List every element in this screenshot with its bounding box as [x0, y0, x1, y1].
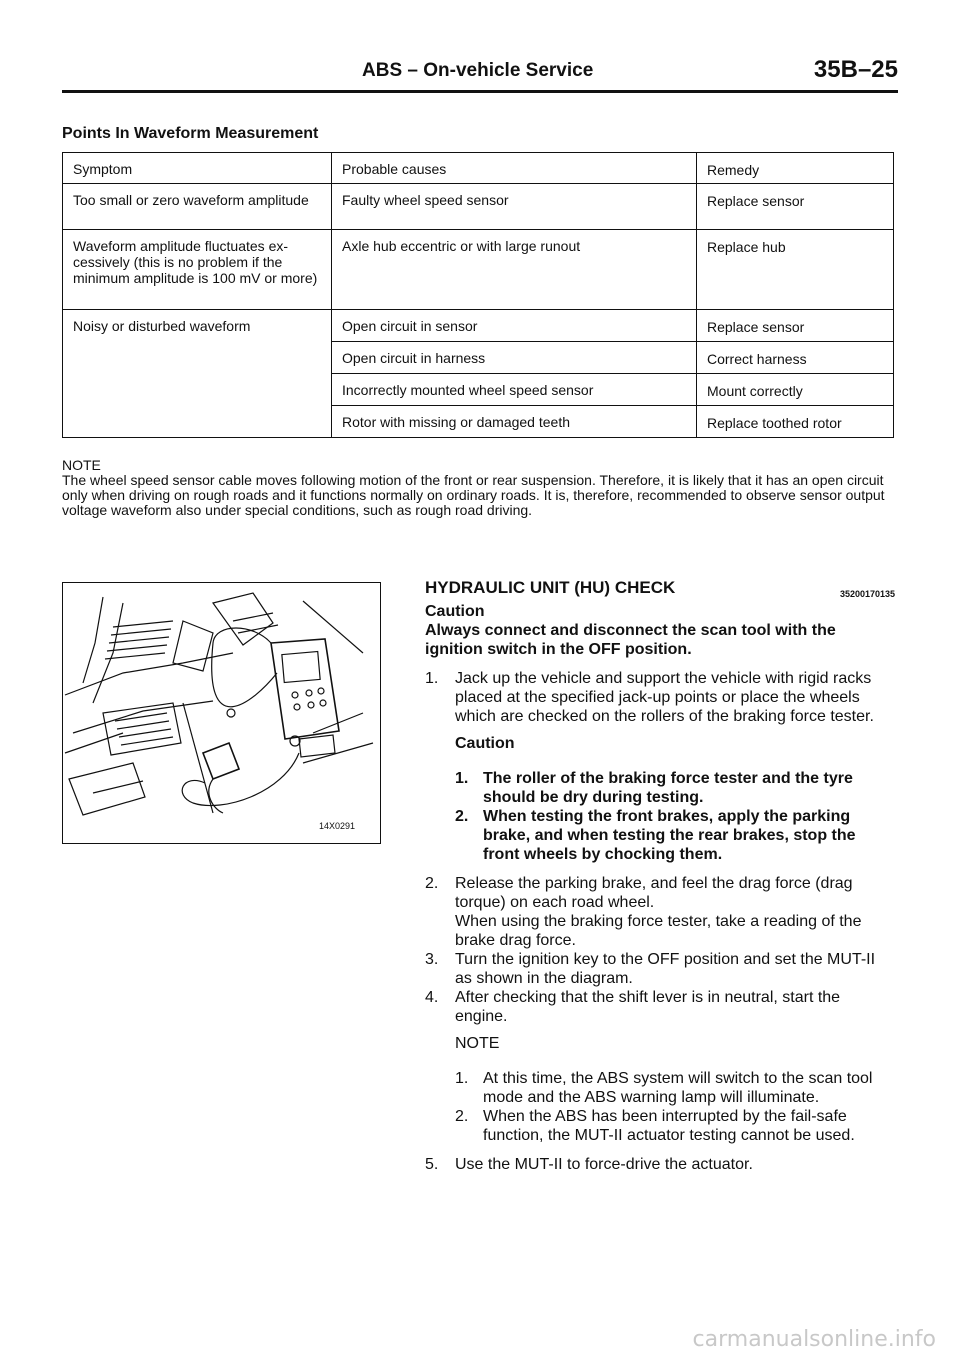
header-symptom: Symptom [63, 153, 332, 184]
step-text: Release the parking brake, and feel the drag force (drag torque) on each road wheel. [455, 875, 853, 911]
symptom-cell: Too small or zero waveform amplitude [63, 184, 332, 230]
step-2 [415, 874, 895, 950]
watermark: carmanualsonline.info [692, 1327, 936, 1352]
note-block [62, 458, 896, 518]
figure-code: 14X0291 [319, 821, 356, 831]
step-3 [415, 950, 895, 988]
header-causes: Probable causes [332, 153, 697, 184]
cause-cell: Open circuit in harness [332, 342, 697, 374]
step-number: 4. [425, 989, 439, 1006]
hu-code: 35200170135 [839, 589, 895, 599]
cause-cell: Open circuit in sensor [332, 310, 697, 342]
step-number: 3. [425, 951, 439, 968]
page-header [62, 56, 898, 88]
header-remedy: Remedy [697, 153, 894, 184]
step-5 [415, 1155, 895, 1174]
step-text: After checking that the shift lever is in neutral, start the engine. [455, 989, 841, 1025]
note2-number: 2. [455, 1108, 469, 1125]
hu-check-section [415, 578, 895, 1174]
cause-cell: Faulty wheel speed sensor [332, 184, 697, 230]
remedy-cell: Replace sensor [697, 310, 894, 342]
caution2-text: The roller of the braking force tester and the tyre should be dry during testing. [483, 770, 853, 806]
note2-text: At this time, the ABS system will switch to the scan tool mode and the ABS warning lamp will illuminate. [483, 1070, 873, 1106]
caution2-number: 2. [455, 808, 469, 825]
remedy-cell: Correct harness [697, 342, 894, 374]
table-header-row [63, 153, 894, 184]
table-row [63, 230, 894, 310]
step-4 [415, 988, 895, 1026]
section-title: Points In Waveform Measurement [62, 125, 319, 142]
note-label: NOTE [62, 457, 101, 473]
step-extra: When using the braking force tester, take a reading of the brake drag force. [455, 913, 862, 949]
symptom-cell: Waveform amplitude fluctuates ex-cessively (this is no problem if the minimum amplitude is 100 mV or more) [63, 230, 332, 310]
table-row [63, 310, 894, 342]
remedy-cell: Replace sensor [697, 184, 894, 230]
header-rule [62, 90, 898, 93]
step-number: 5. [425, 1156, 439, 1173]
note2-item [415, 1107, 895, 1145]
note-text: The wheel speed sensor cable moves following motion of the front or rear suspension. Therefore, it is likely that it has an open circuit only when driving on rough roads and it functions normally on ordinary roads. It is, therefore, recommended to observe sensor output voltage waveform also under special conditions, such as rough road driving. [62, 472, 885, 518]
caution-label: Caution [425, 603, 485, 620]
step-text: Use the MUT-II to force-drive the actuator. [455, 1156, 753, 1173]
remedy-cell: Replace hub [697, 230, 894, 310]
caution2-text: When testing the front brakes, apply the parking brake, and when testing the rear brakes, stop the front wheels by chocking them. [483, 808, 856, 863]
remedy-cell: Replace toothed rotor [697, 406, 894, 438]
note2-item [415, 1069, 895, 1107]
caution2-number: 1. [455, 770, 469, 787]
caution2-item [415, 807, 895, 864]
cause-cell: Incorrectly mounted wheel speed sensor [332, 374, 697, 406]
table-row [63, 184, 894, 230]
step-text: Jack up the vehicle and support the vehicle with rigid racks placed at the specified jack-up points or place the wheels which are checked on the rollers of the braking force tester. [455, 670, 874, 725]
hu-title: HYDRAULIC UNIT (HU) CHECK [425, 578, 676, 597]
note2-label: NOTE [455, 1035, 500, 1052]
scan-tool-illustration [63, 583, 380, 843]
cause-cell: Axle hub eccentric or with large runout [332, 230, 697, 310]
caution-text: Always connect and disconnect the scan tool with the ignition switch in the OFF position. [425, 622, 836, 658]
note2-number: 1. [455, 1070, 469, 1087]
caution2-label: Caution [455, 735, 515, 752]
header-title: ABS – On-vehicle Service [362, 60, 594, 81]
step-1 [415, 669, 895, 726]
hu-heading [415, 578, 895, 600]
note2-text: When the ABS has been interrupted by the fail-safe function, the MUT-II actuator testing cannot be used. [483, 1108, 855, 1144]
step-number: 2. [425, 875, 439, 892]
step-number: 1. [425, 670, 439, 687]
page-number: 35B–25 [813, 56, 898, 83]
remedy-cell: Mount correctly [697, 374, 894, 406]
waveform-table [62, 152, 894, 438]
step-text: Turn the ignition key to the OFF position and set the MUT-II as shown in the diagram. [455, 951, 876, 987]
caution2-item [415, 769, 895, 807]
cause-cell: Rotor with missing or damaged teeth [332, 406, 697, 438]
scan-tool-figure [62, 582, 381, 844]
symptom-cell: Noisy or disturbed waveform [63, 310, 332, 438]
